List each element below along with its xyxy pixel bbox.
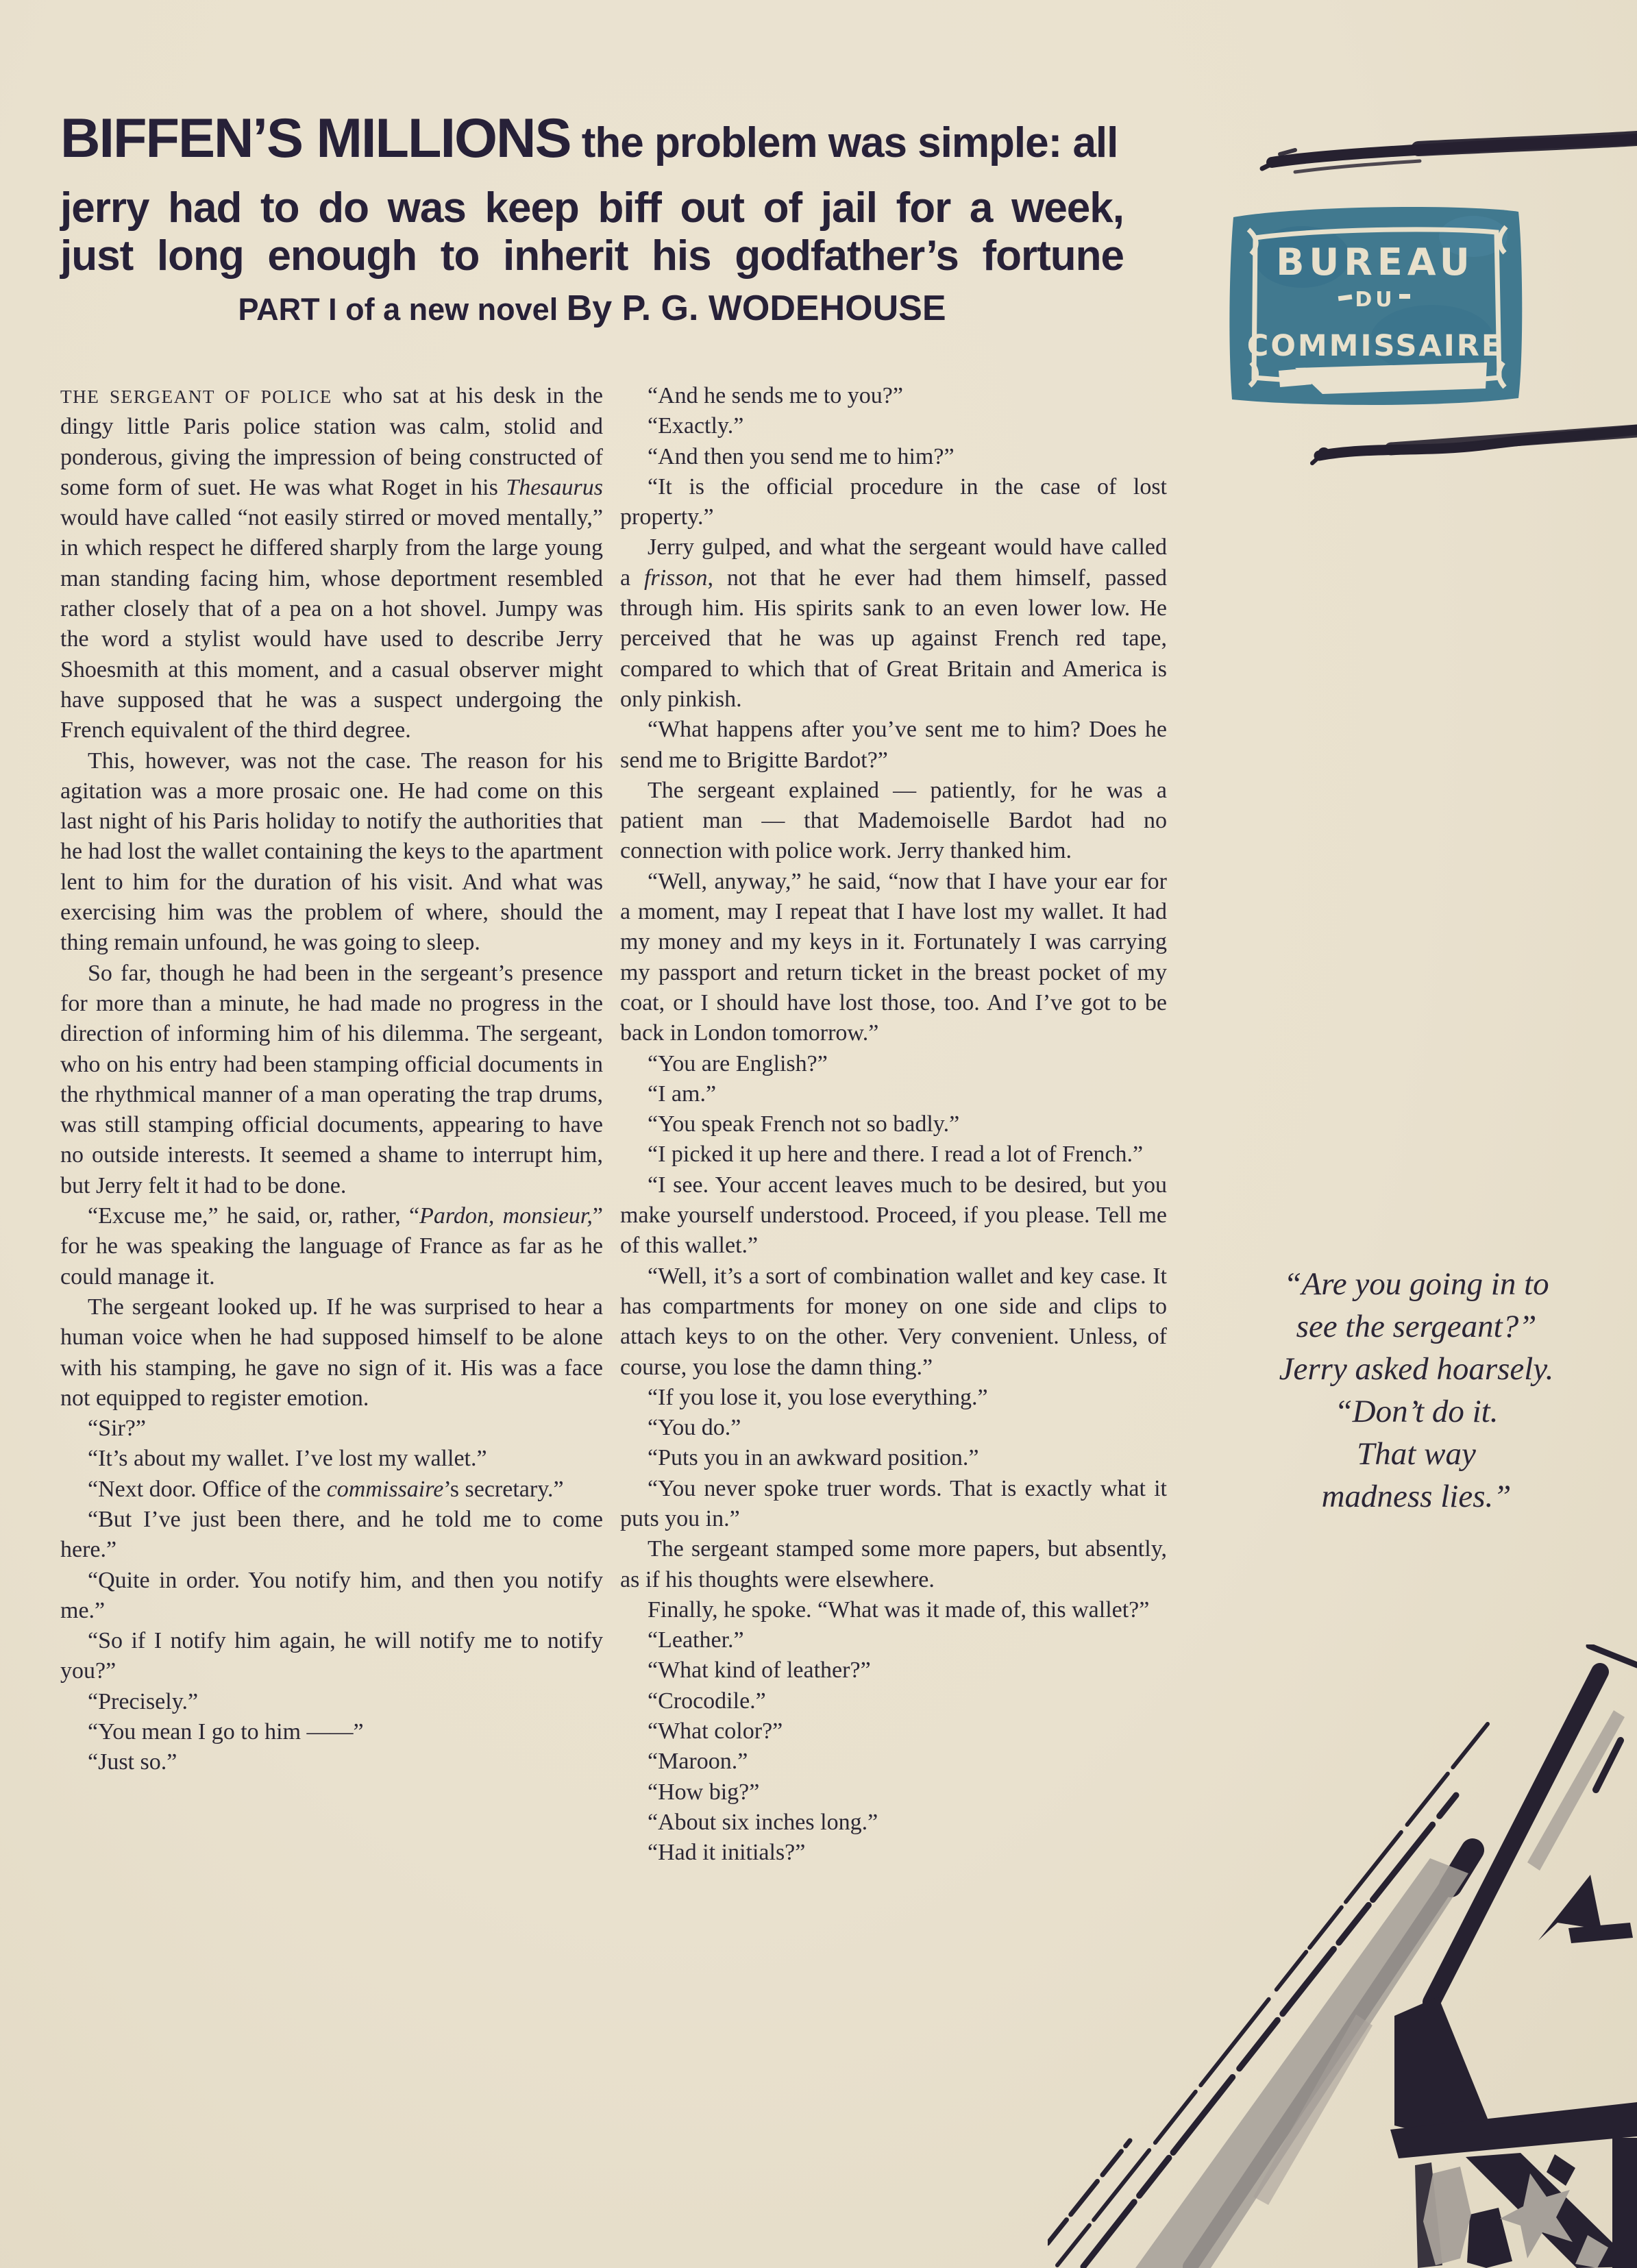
pull-quote-line: see the sergeant?” bbox=[1296, 1309, 1537, 1344]
paragraph: “You mean I go to him ——” bbox=[88, 1719, 364, 1745]
headline-tail-text: the problem was simple: all bbox=[581, 119, 1118, 167]
paragraph: “You never spoke truer words. That is exactly what it puts you in.” bbox=[620, 1475, 1167, 1531]
paragraph: This, however, was not the case. The reason for his agitation was a more prosaic one. He had come on this last night of his Paris holiday to notify the authorities that he had lost the wallet containing the keys to the apartment lent to him for the duration of his visit. And what was exercising him was the problem of where, should the thing remain unfound, he was going to sleep. bbox=[60, 748, 603, 956]
paragraph: “Puts you in an awkward position.” bbox=[648, 1445, 979, 1471]
paragraph: “Well, it’s a sort of combination wallet and key case. It has compartments for money on one side and clips to attach keys to on the other. Very convenient. Unless, of course, you lose the damn thing.” bbox=[620, 1263, 1167, 1380]
paragraph: “I see. Your accent leaves much to be desired, but you make yourself understood. Proceed, if you please. Tell me of this wallet.” bbox=[620, 1172, 1167, 1259]
paragraph: “So if I notify him again, he will notify me to notify you?” bbox=[60, 1628, 603, 1684]
paragraph: “And then you send me to him?” bbox=[648, 443, 955, 469]
paragraph: “What color?” bbox=[648, 1718, 783, 1745]
headline-tail bbox=[570, 119, 581, 167]
byline-author: By P. G. WODEHOUSE bbox=[566, 288, 946, 328]
paragraph: So far, though he had been in the sergeant’s presence for more than a minute, he had made no progress in the direction of informing him of his dilemma. The sergeant, who on his entry had been stamping official documents in the rhythmical manner of a man operating the trap drums, was still stamping official documents, appearing to have no outside interests. It seemed a shame to interrupt him, but Jerry felt it had to be done. bbox=[60, 960, 603, 1198]
headline-line-2: jerry had to do was keep biff out of jail for a week, bbox=[60, 184, 1124, 232]
paragraph: Finally, he spoke. “What was it made of, this wallet?” bbox=[648, 1597, 1150, 1623]
commissaire-sign-art bbox=[1213, 127, 1637, 480]
plaque-erased-band bbox=[1295, 362, 1487, 394]
paragraph: “You speak French not so badly.” bbox=[648, 1111, 960, 1137]
paragraph: “Maroon.” bbox=[648, 1749, 748, 1775]
headline-block bbox=[60, 108, 1198, 280]
column-left bbox=[60, 381, 603, 1778]
paragraph: “Next door. Office of the commissaire’s secretary.” bbox=[88, 1476, 564, 1502]
pull-quote bbox=[1196, 1263, 1637, 1518]
paragraph: “Sir?” bbox=[88, 1416, 146, 1442]
byline bbox=[60, 288, 1124, 329]
pull-quote-line: “Don’t do it. bbox=[1334, 1394, 1499, 1429]
paragraph: “What happens after you’ve sent me to him? Does he send me to Brigitte Bardot?” bbox=[620, 717, 1167, 773]
sign-line-du: DU bbox=[1355, 288, 1396, 312]
paragraph: The sergeant looked up. If he was surprised to hear a human voice when he had supposed himself to be alone with his stamping, he gave no sign of it. His was a face not equipped to register emotion. bbox=[60, 1294, 603, 1411]
paragraph: “Just so.” bbox=[88, 1749, 177, 1775]
paragraph: “Quite in order. You notify him, and then you notify me.” bbox=[60, 1567, 603, 1623]
sign-line-bureau: BUREAU bbox=[1276, 241, 1475, 284]
paragraph: “You are English?” bbox=[648, 1050, 828, 1076]
paragraph: “About six inches long.” bbox=[648, 1809, 878, 1835]
paragraph: “How big?” bbox=[648, 1779, 760, 1805]
paragraph: “Leather.” bbox=[648, 1627, 744, 1653]
sign-line-commissaire: COMMISSAIRE bbox=[1246, 329, 1504, 363]
paragraph: “You do.” bbox=[648, 1415, 741, 1441]
pull-quote-line: That way bbox=[1357, 1436, 1476, 1472]
headline-line-3: just long enough to inherit his godfather’s fortune bbox=[60, 232, 1124, 280]
paragraph: THE SERGEANT OF POLICE who sat at his desk in the dingy little Paris police station was calm, stolid and ponderous, giving the impression of being constructed of some form of suet. He was what Roget in his Thesaurus would have called “not easily stirred or moved mentally,” in which respect he differed sharply from the large young man standing facing him, whose deportment resembled rather closely that of a pea on a hot shovel. Jumpy was the word a stylist would have used to describe Jerry Shoesmith at this moment, and a casual observer might have supposed that he was a suspect undergoing the French equivalent of the third degree. bbox=[60, 383, 603, 743]
paragraph: “Excuse me,” he said, or, rather, “Pardon, monsieur,” for he was speaking the language of France as far as he could manage it. bbox=[60, 1203, 603, 1290]
pull-quote-line: Jerry asked hoarsely. bbox=[1279, 1351, 1554, 1387]
paragraph: “What kind of leather?” bbox=[648, 1657, 871, 1684]
paragraph: “It’s about my wallet. I’ve lost my wallet.” bbox=[88, 1446, 487, 1472]
brush-stroke-bottom bbox=[1312, 430, 1637, 463]
paragraph: “Had it initials?” bbox=[648, 1840, 806, 1866]
rooftop-ink-illustration bbox=[1048, 1644, 1637, 2268]
paragraph: “If you lose it, you lose everything.” bbox=[648, 1384, 988, 1410]
paragraph: “I picked it up here and there. I read a lot of French.” bbox=[648, 1142, 1144, 1168]
paragraph: “But I’ve just been there, and he told me to come here.” bbox=[60, 1506, 603, 1563]
paragraph: “Well, anyway,” he said, “now that I have your ear for a moment, may I repeat that I have lost my wallet. It had my money and my keys in it. Fortunately I was carrying my passport and return ticket in the breast pocket of my coat, or I should have lost those, too. And I’ve got to be back in London tomorrow.” bbox=[620, 868, 1167, 1046]
paragraph: Jerry gulped, and what the sergeant would have called a frisson, not that he ever had them himself, passed through him. His spirits sank to an even lower low. He perceived that he was up against French red tape, compared to which that of Great Britain and America is only pinkish. bbox=[620, 534, 1167, 712]
pull-quote-line: “Are you going in to bbox=[1283, 1266, 1549, 1302]
bureau-plaque bbox=[1229, 207, 1522, 405]
paragraph: “Crocodile.” bbox=[648, 1688, 766, 1714]
headline-line-1 bbox=[60, 108, 1198, 184]
paragraph: “It is the official procedure in the case of lost property.” bbox=[620, 473, 1167, 530]
byline-part: PART I of a new novel bbox=[238, 292, 567, 327]
paragraph: “Exactly.” bbox=[648, 413, 744, 439]
paragraph: “Precisely.” bbox=[88, 1688, 199, 1714]
paragraph: “And he sends me to you?” bbox=[648, 383, 903, 408]
article-title: BIFFEN’S MILLIONS bbox=[60, 108, 571, 169]
pull-quote-line: madness lies.” bbox=[1321, 1479, 1512, 1514]
paragraph: The sergeant explained — patiently, for he was a patient man — that Mademoiselle Bardot had no connection with police work. Jerry thanked him. bbox=[620, 777, 1167, 864]
paragraph: “I am.” bbox=[648, 1081, 717, 1107]
paragraph: The sergeant stamped some more papers, but absently, as if his thoughts were elsewhere. bbox=[620, 1536, 1167, 1592]
brush-stroke-top bbox=[1262, 138, 1637, 172]
